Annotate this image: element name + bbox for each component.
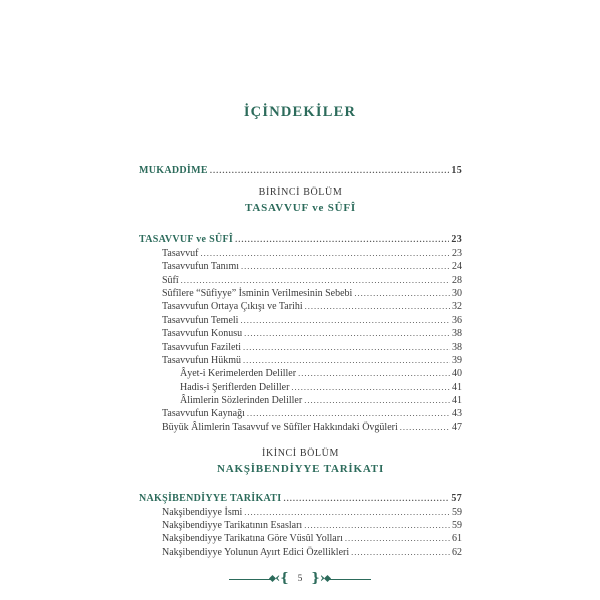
toc-entry-label: Âyet-i Kerimelerden Deliller xyxy=(180,368,297,380)
toc-entry xyxy=(139,274,462,287)
toc-entry xyxy=(139,300,462,313)
toc-entry-label: Nakşibendiyye Yolunun Ayırt Edici Özellikleri xyxy=(162,546,350,558)
left-rule-ornament xyxy=(229,579,273,580)
toc-entry-label: Nakşibendiyye İsmi xyxy=(162,506,243,518)
dot-leader xyxy=(400,421,450,434)
toc-entry-label: Hadis-i Şeriflerden Deliller xyxy=(180,381,290,393)
toc-entry-page-number: 28 xyxy=(452,274,462,286)
toc-entry-label: NAKŞİBENDİYYE TARİKATI xyxy=(139,493,282,505)
toc-entry xyxy=(139,394,462,407)
chapter-title-label: NAKŞİBENDİYYE TARİKATI xyxy=(216,463,385,476)
toc-entry xyxy=(139,260,462,273)
toc-entry-group xyxy=(139,233,462,434)
toc-entry-page-number: 59 xyxy=(452,520,462,532)
toc-entry xyxy=(139,367,462,380)
toc-entry-label: Tasavvufun Ortaya Çıkışı ve Tarihi xyxy=(162,301,303,313)
toc-entry xyxy=(139,407,462,420)
chapter-title-label: TASAVVUF ve SÛFÎ xyxy=(245,202,356,215)
dot-leader xyxy=(235,233,449,246)
dot-leader xyxy=(351,546,450,559)
dot-leader xyxy=(210,164,450,177)
toc-entry-page-number: 41 xyxy=(452,395,462,407)
toc-entry-label: Büyük Âlimlerin Tasavvuf ve Sûfîler Hakkındaki Övgüleri xyxy=(162,421,398,433)
toc-entry xyxy=(139,233,462,246)
dot-leader xyxy=(345,532,450,545)
dot-leader xyxy=(305,300,450,313)
toc-entry-label: MUKADDİME xyxy=(139,165,208,176)
toc-entry-page-number: 23 xyxy=(452,247,462,259)
dot-leader xyxy=(244,506,450,519)
toc-entry-label: TASAVVUF ve SÛFÎ xyxy=(139,234,234,246)
chapter-number-label: İKİNCİ BÖLÜM xyxy=(262,448,339,460)
dot-leader xyxy=(304,519,450,532)
dot-leader xyxy=(243,354,450,367)
toc-entry xyxy=(139,341,462,354)
toc-entry-page-number: 57 xyxy=(451,493,462,505)
toc-entry-label: Tasavvufun Kaynağı xyxy=(162,408,245,420)
chapter-heading xyxy=(139,185,462,217)
toc-entry-label: Tasavvufun Fazileti xyxy=(162,341,241,353)
toc-entry-label: Âlimlerin Sözlerinden Deliller xyxy=(180,395,303,407)
chapter-heading xyxy=(139,446,462,478)
page-footer xyxy=(0,570,600,588)
dot-leader xyxy=(240,314,450,327)
toc-entry-page-number: 38 xyxy=(452,341,462,353)
toc-entry-page-number: 62 xyxy=(452,546,462,558)
toc-entry-label: Sûfîlere “Sûfiyye” İsminin Verilmesinin Sebebi xyxy=(162,287,353,299)
dot-leader xyxy=(298,367,450,380)
toc-entry xyxy=(139,519,462,532)
dot-leader xyxy=(291,381,450,394)
dot-leader xyxy=(201,247,450,260)
toc-entry xyxy=(139,532,462,545)
toc-entry-label: Sûfî xyxy=(162,274,179,286)
left-bracket-ornament-icon: ‹{ xyxy=(275,571,289,586)
toc-entry-page-number: 43 xyxy=(452,408,462,420)
toc-entry xyxy=(139,506,462,519)
toc-entry-page-number: 24 xyxy=(452,261,462,273)
dot-leader xyxy=(243,341,450,354)
toc-entry xyxy=(139,421,462,434)
toc-entry-label: Nakşibendiyye Tarikatının Esasları xyxy=(162,520,303,532)
table-of-contents xyxy=(139,164,462,559)
right-rule-ornament xyxy=(327,579,371,580)
dot-leader xyxy=(244,327,450,340)
toc-entry xyxy=(139,546,462,559)
dot-leader xyxy=(354,287,450,300)
toc-entry xyxy=(139,247,462,260)
dot-leader xyxy=(304,394,450,407)
toc-entry-page-number: 15 xyxy=(451,165,462,176)
toc-entry-page-number: 32 xyxy=(452,301,462,313)
toc-entry xyxy=(139,381,462,394)
toc-entry-label: Nakşibendiyye Tarikatına Göre Vüsûl Yolları xyxy=(162,533,343,545)
toc-entry xyxy=(139,327,462,340)
dot-leader xyxy=(283,492,449,505)
toc-entry-group xyxy=(139,492,462,559)
chapter-number-label: BİRİNCİ BÖLÜM xyxy=(258,187,343,199)
toc-entry-page-number: 59 xyxy=(452,506,462,518)
toc-entry-label: Tasavvufun Temeli xyxy=(162,314,239,326)
toc-entry-label: Tasavvufun Konusu xyxy=(162,328,243,340)
page-title: İÇİNDEKİLER xyxy=(243,104,357,120)
toc-entry-page-number: 47 xyxy=(452,421,462,433)
toc-entry-group xyxy=(139,164,462,177)
dot-leader xyxy=(247,407,450,420)
toc-entry xyxy=(139,354,462,367)
right-bracket-ornament-icon: }› xyxy=(311,571,325,586)
toc-entry-page-number: 41 xyxy=(452,381,462,393)
toc-entry xyxy=(139,314,462,327)
toc-entry-label: Tasavvufun Hükmü xyxy=(162,354,242,366)
toc-entry xyxy=(139,287,462,300)
toc-entry xyxy=(139,492,462,505)
toc-entry-label: Tasavvuf xyxy=(162,247,199,259)
dot-leader xyxy=(181,274,450,287)
dot-leader xyxy=(241,260,450,273)
toc-entry-page-number: 38 xyxy=(452,328,462,340)
toc-entry-label: Tasavvufun Tanımı xyxy=(162,261,240,273)
toc-entry-page-number: 23 xyxy=(451,234,462,246)
toc-entry-page-number: 61 xyxy=(452,533,462,545)
toc-entry-page-number: 40 xyxy=(452,368,462,380)
page-number: 5 xyxy=(297,574,303,584)
toc-entry-page-number: 36 xyxy=(452,314,462,326)
toc-entry-page-number: 30 xyxy=(452,287,462,299)
toc-entry-page-number: 39 xyxy=(452,354,462,366)
toc-entry xyxy=(139,164,462,177)
